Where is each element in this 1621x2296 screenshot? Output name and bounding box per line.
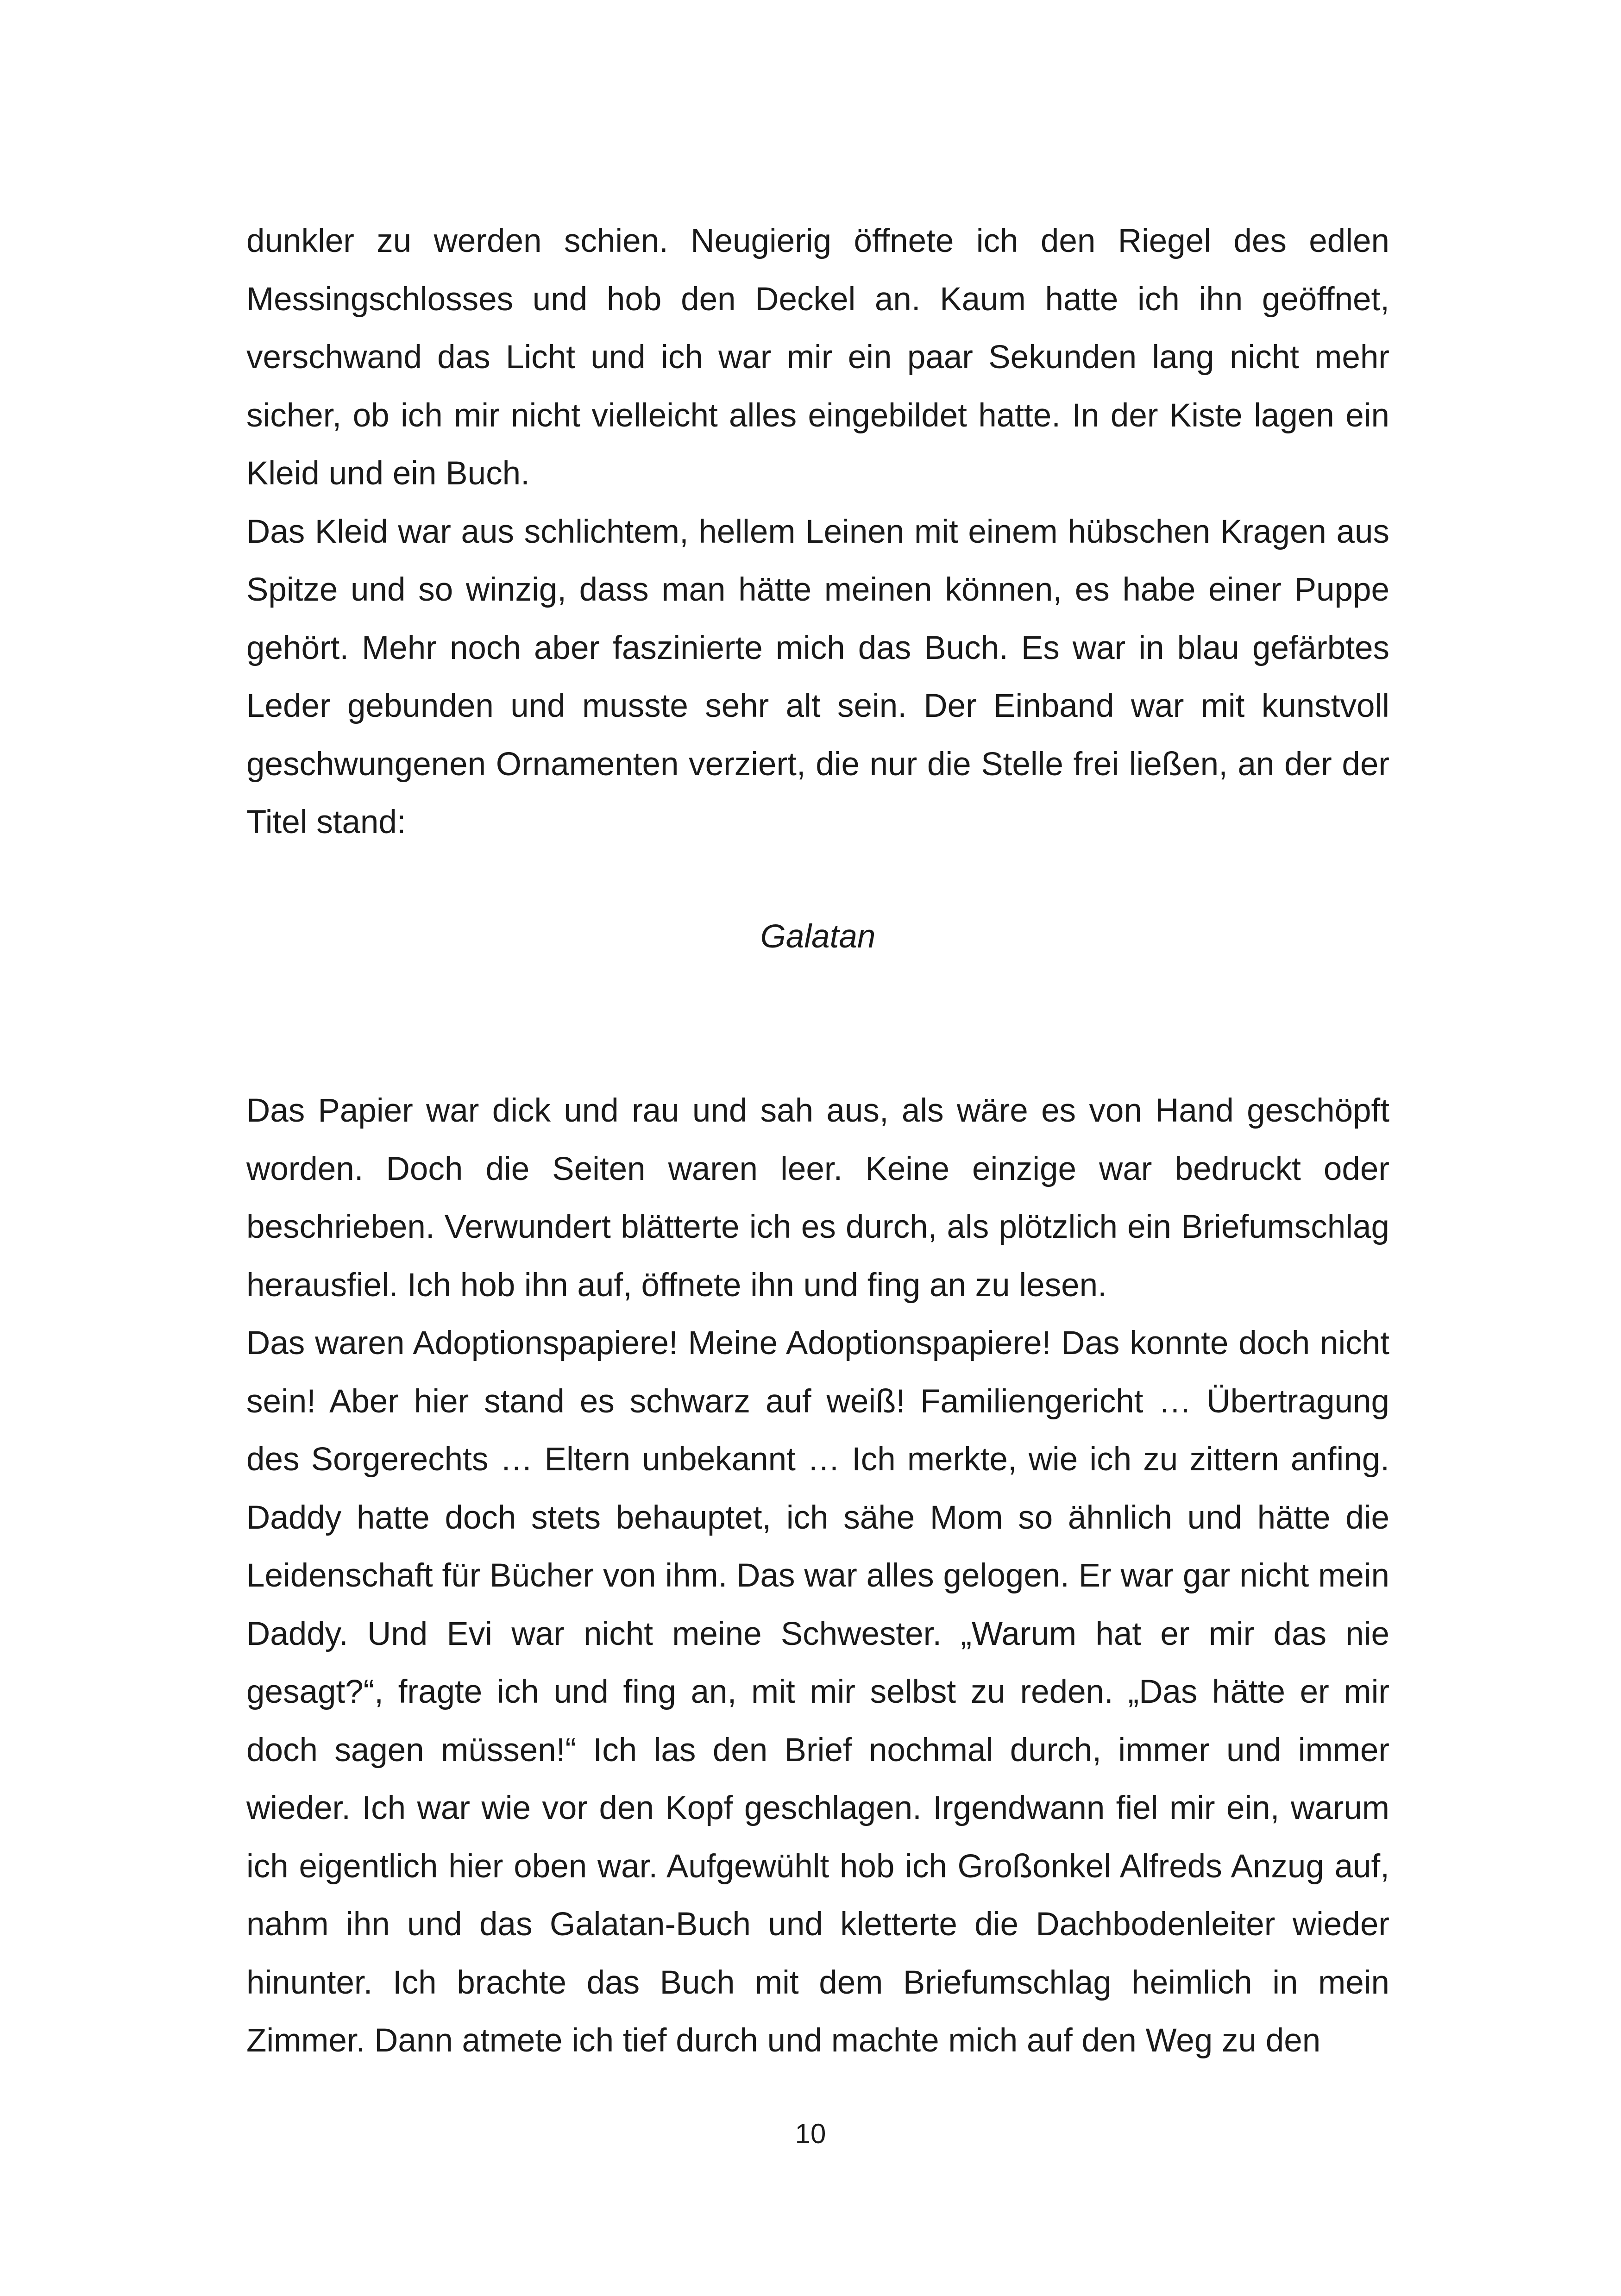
paragraph: dunkler zu werden schien. Neugierig öffnete ich den Riegel des edlen Messingschlosses und hob den Deckel an. Kaum hatte ich ihn geöffnet, verschwand das Licht und ich war mir ein paar Sekunden lang nicht mehr sicher, ob ich mir nicht vielleicht alles eingebildet hatte. In der Kiste lagen ein Kleid und ein Buch. xyxy=(246,223,1389,492)
paragraph: Das Kleid war aus schlichtem, hellem Leinen mit einem hübschen Kragen aus Spitze und so winzig, dass man hätte meinen können, es habe einer Puppe gehört. Mehr noch aber faszinierte mich das Buch. Es war in blau gefärbtes Leder gebunden und musste sehr alt sein. Der Einband war mit kunstvoll geschwungenen Ornamenten verziert, die nur die Stelle frei ließen, an der der Titel stand: xyxy=(246,513,1389,841)
body-text-upper xyxy=(246,212,1389,852)
book-title: Galatan xyxy=(760,918,876,955)
page-number: 10 xyxy=(795,2118,826,2149)
paragraph: Das Papier war dick und rau und sah aus, als wäre es von Hand geschöpft worden. Doch die Seiten waren leer. Keine einzige war bedruckt oder beschrieben. Verwundert blätterte ich es durch, als plötzlich ein Briefumschlag herausfiel. Ich hob ihn auf, öffnete ihn und fing an zu lesen. xyxy=(246,1092,1389,1304)
body-text-lower xyxy=(246,1082,1389,2070)
paragraph: Das waren Adoptionspapiere! Meine Adoptionspapiere! Das konnte doch nicht sein! Aber hier stand es schwarz auf weiß! Familiengericht … Übertragung des Sorgerechts … Eltern unbekannt … Ich merkte, wie ich zu zittern anfing. Daddy hatte doch stets behauptet, ich sähe Mom so ähnlich und hätte die Leidenschaft für Bücher von ihm. Das war alles gelogen. Er war gar nicht mein Daddy. Und Evi war nicht meine Schwester. „Warum hat er mir das nie gesagt?“, fragte ich und fing an, mit mir selbst zu reden. „Das hätte er mir doch sagen müssen!“ Ich las den Brief nochmal durch, immer und immer wieder. Ich war wie vor den Kopf geschlagen. Irgendwann fiel mir ein, warum ich eigentlich hier oben war. Aufgewühlt hob ich Großonkel Alfreds Anzug auf, nahm ihn und das Galatan-Buch und kletterte die Dachbodenleiter wieder hinunter. Ich brachte das Buch mit dem Briefumschlag heimlich in mein Zimmer. Dann atmete ich tief durch und machte mich auf den Weg zu den xyxy=(246,1325,1389,2059)
